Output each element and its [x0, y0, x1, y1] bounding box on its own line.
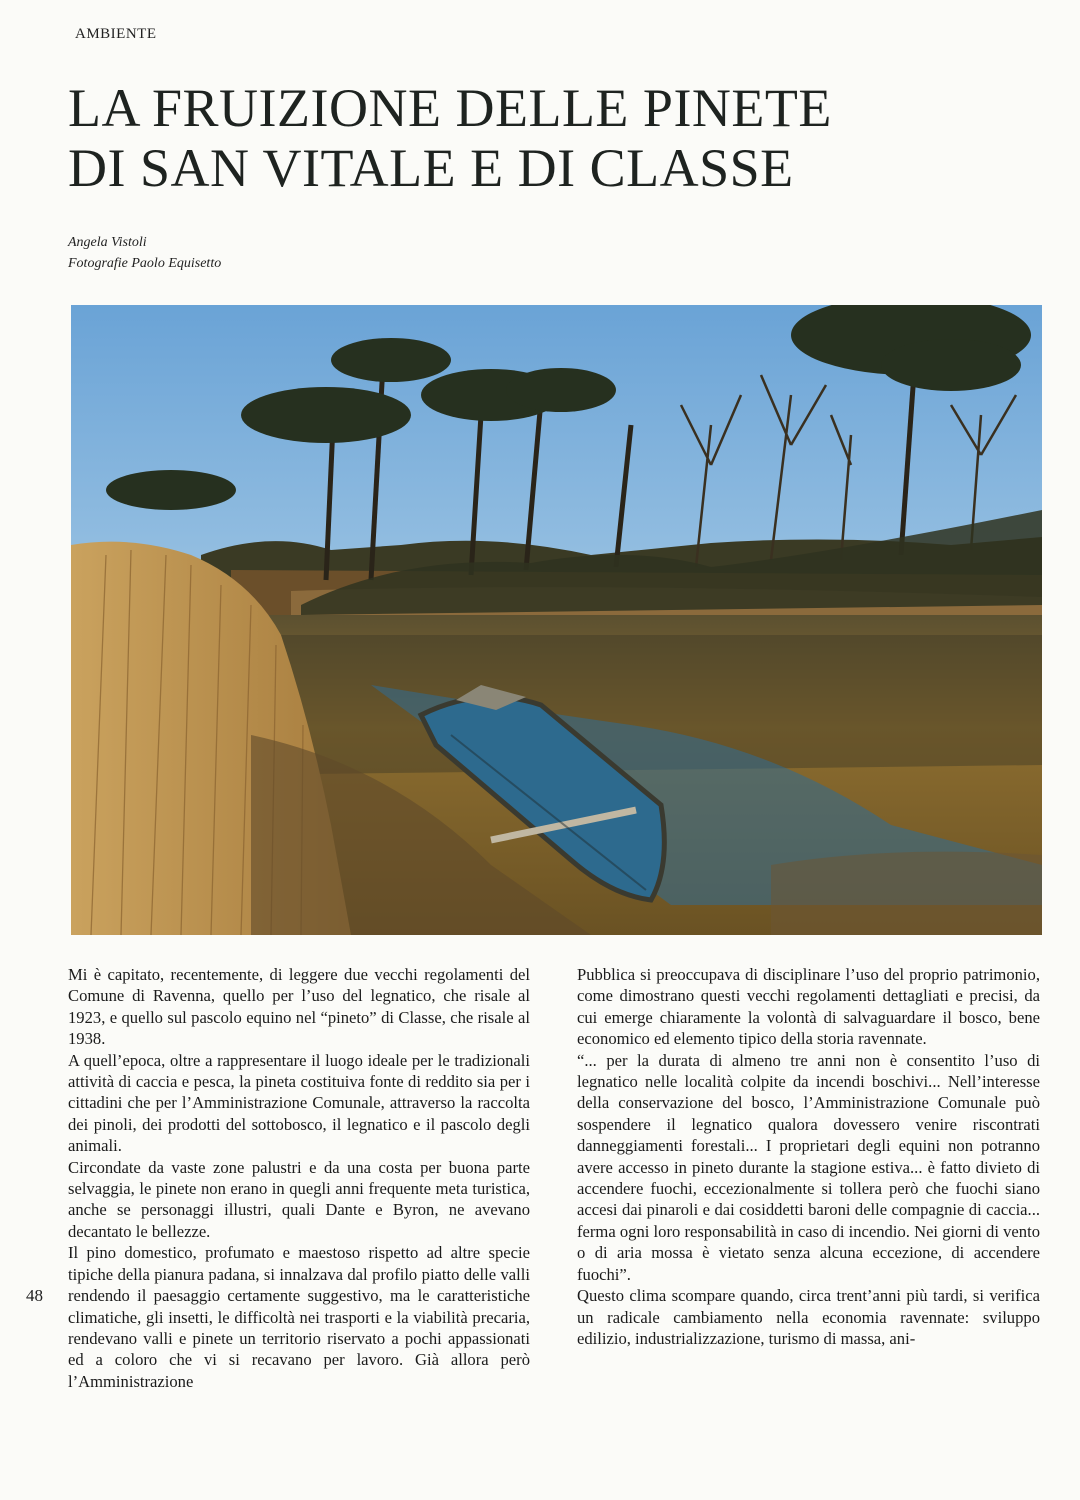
- title-line-1: LA FRUIZIONE DELLE PINETE: [68, 78, 832, 138]
- author-name: Angela Vistoli: [68, 235, 147, 250]
- body-paragraph: A quell’epoca, oltre a rappresentare il luogo ideale per le tradizionali attività di caccia e pesca, la pineta costituiva fonte di reddito sia per i cittadini che per l’Amministrazione Comunale, attraverso la raccolta dei pinoli, dei prodotti del sottobosco, il legnatico e il pascolo degli animali.: [68, 1050, 530, 1156]
- lagoon-photo: [71, 305, 1042, 935]
- photo-credit: Fotografie Paolo Equisetto: [68, 256, 222, 271]
- page-number: 48: [26, 1286, 43, 1305]
- section-label: AMBIENTE: [75, 26, 157, 42]
- article-credits: [68, 232, 221, 274]
- article-title: [68, 78, 1058, 198]
- body-column-right: [577, 964, 1040, 1349]
- body-paragraph: “... per la durata di almeno tre anni non è consentito l’uso di legnatico nelle località colpite da incendi boschivi... Nell’interesse della conservazione del bosco, l’Amministrazione Comunale può sospendere il legnatico qualora dovessero venire riscontrati danneggiamenti forestali... I proprietari degli equini non potranno avere accesso in pineto durante la stagione estiva... è fatto divieto di accendere fuochi, eccezionalmente si tollera però che fuochi siano accesi dai pinaroli e dai cosiddetti baroni delle compagnie di caccia... ferma ogni loro responsabilità in caso di incendio. Nei giorni di vento o di aria mossa è vietato senza alcuna eccezione, di accendere fuochi”.: [577, 1050, 1040, 1284]
- body-paragraph: Circondate da vaste zone palustri e da una costa per buona parte selvaggia, le pinete non erano in quegli anni frequente meta turistica, anche se personaggi illustri, quali Dante e Byron, ne avevano decantato le bellezze.: [68, 1157, 530, 1241]
- body-paragraph: Mi è capitato, recentemente, di leggere due vecchi regolamenti del Comune di Ravenna, quello per l’uso del legnatico, che risale al 1923, e quello sul pascolo equino nel “pineto” di Classe, che risale al 1938.: [68, 965, 530, 1049]
- body-column-left: [68, 964, 530, 1392]
- body-paragraph: Il pino domestico, profumato e maestoso rispetto ad altre specie tipiche della pianura padana, si innalzava dal profilo piatto delle valli rendendo il paesaggio certamente suggestivo, ma le caratteristiche climatiche, gli insetti, le difficoltà nei trasporti e la viabilità precaria, rendevano valli e pinete un territorio riservato a pochi appassionati ed a coloro che vi si recavano per lavoro. Già allora però l’Amministrazione: [68, 1243, 530, 1391]
- body-paragraph: Pubblica si preoccupava di disciplinare l’uso del proprio patrimonio, come dimostrano questi vecchi regolamenti dettagliati e precisi, da cui emerge chiaramente la volontà di salvaguardare il bosco, bene economico ed elemento tipico della storia ravennate.: [577, 965, 1040, 1049]
- title-line-2: DI SAN VITALE E DI CLASSE: [68, 138, 794, 198]
- body-paragraph: Questo clima scompare quando, circa trent’anni più tardi, si verifica un radicale cambiamento nella economia ravennate: sviluppo edilizio, industrializzazione, turismo di massa, ani-: [577, 1286, 1040, 1348]
